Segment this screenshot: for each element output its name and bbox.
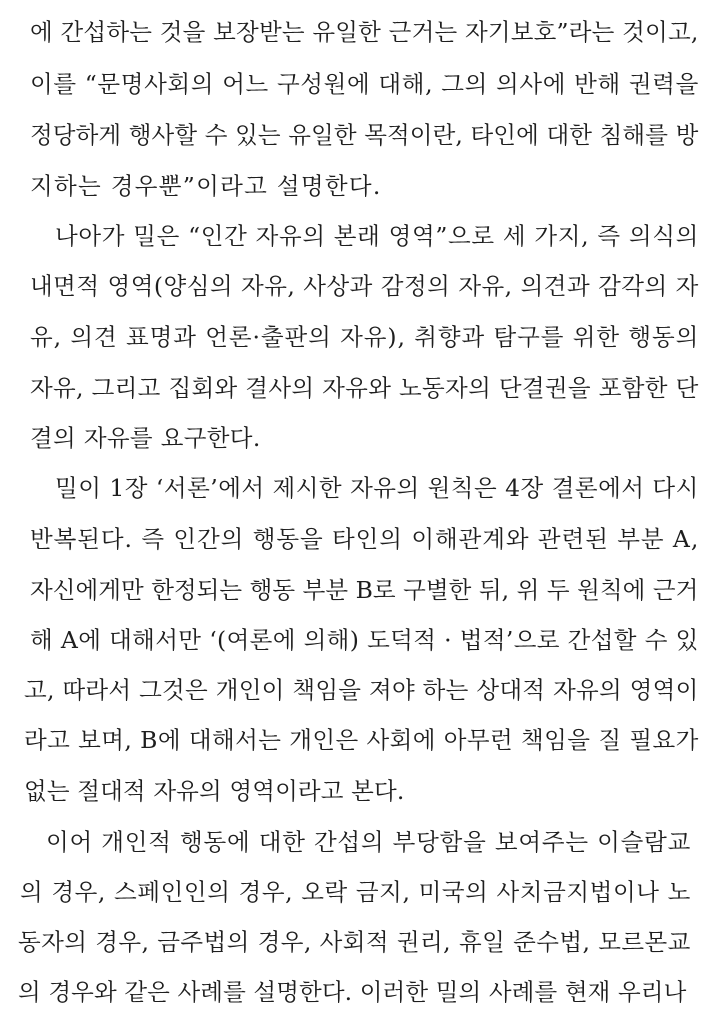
text-line: 이어 개인적 행동에 대한 간섭의 부당함을 보여주는 이슬람교 [46, 828, 692, 856]
text-line: 동자의 경우, 금주법의 경우, 사회적 권리, 휴일 준수법, 모르몬교 [18, 928, 691, 956]
text-line: 나아가 밀은 “인간 자유의 본래 영역”으로 세 가지, 즉 의식의 [55, 222, 699, 250]
text-line: 없는 절대적 자유의 영역이라고 본다. [24, 777, 405, 805]
text-line: 자유, 그리고 집회와 결사의 자유와 노동자의 단결권을 포함한 단 [30, 374, 699, 402]
text-line: 밀이 1장 ‘서론’에서 제시한 자유의 원칙은 4장 결론에서 다시 [55, 474, 699, 502]
text-line: 고, 따라서 그것은 개인이 책임을 져야 하는 상대적 자유의 영역이 [24, 676, 699, 704]
text-line: 의 경우, 스페인인의 경우, 오락 금지, 미국의 사치금지법이나 노 [20, 878, 691, 906]
text-line: 결의 자유를 요구한다. [30, 424, 261, 452]
text-line: 의 경우와 같은 사례를 설명한다. 이러한 밀의 사례를 현재 우리나 [18, 978, 687, 1006]
text-line: 라고 보며, B에 대해서는 개인은 사회에 아무런 책임을 질 필요가 [24, 726, 699, 754]
text-line: 해 A에 대해서만 ‘(여론에 의해) 도덕적 · 법적’으로 간섭할 수 있 [30, 626, 699, 654]
text-line: 반복된다. 즉 인간의 행동을 타인의 이해관계와 관련된 부분 A, [30, 525, 700, 553]
text-line: 자신에게만 한정되는 행동 부분 B로 구별한 뒤, 위 두 원칙에 근거 [30, 576, 699, 604]
text-line: 지하는 경우뿐”이라고 설명한다. [30, 172, 382, 200]
text-line: 유, 의견 표명과 언론·출판의 자유), 취향과 탐구를 위한 행동의 [30, 323, 700, 351]
text-line: 이를 “문명사회의 어느 구성원에 대해, 그의 의사에 반해 권력을 [30, 70, 699, 98]
text-line: 내면적 영역(양심의 자유, 사상과 감정의 자유, 의견과 감각의 자 [30, 272, 699, 300]
text-line: 에 간섭하는 것을 보장받는 유일한 근거는 자기보호”라는 것이고, [30, 18, 699, 46]
text-line: 정당하게 행사할 수 있는 유일한 목적이란, 타인에 대한 침해를 방 [30, 121, 699, 149]
